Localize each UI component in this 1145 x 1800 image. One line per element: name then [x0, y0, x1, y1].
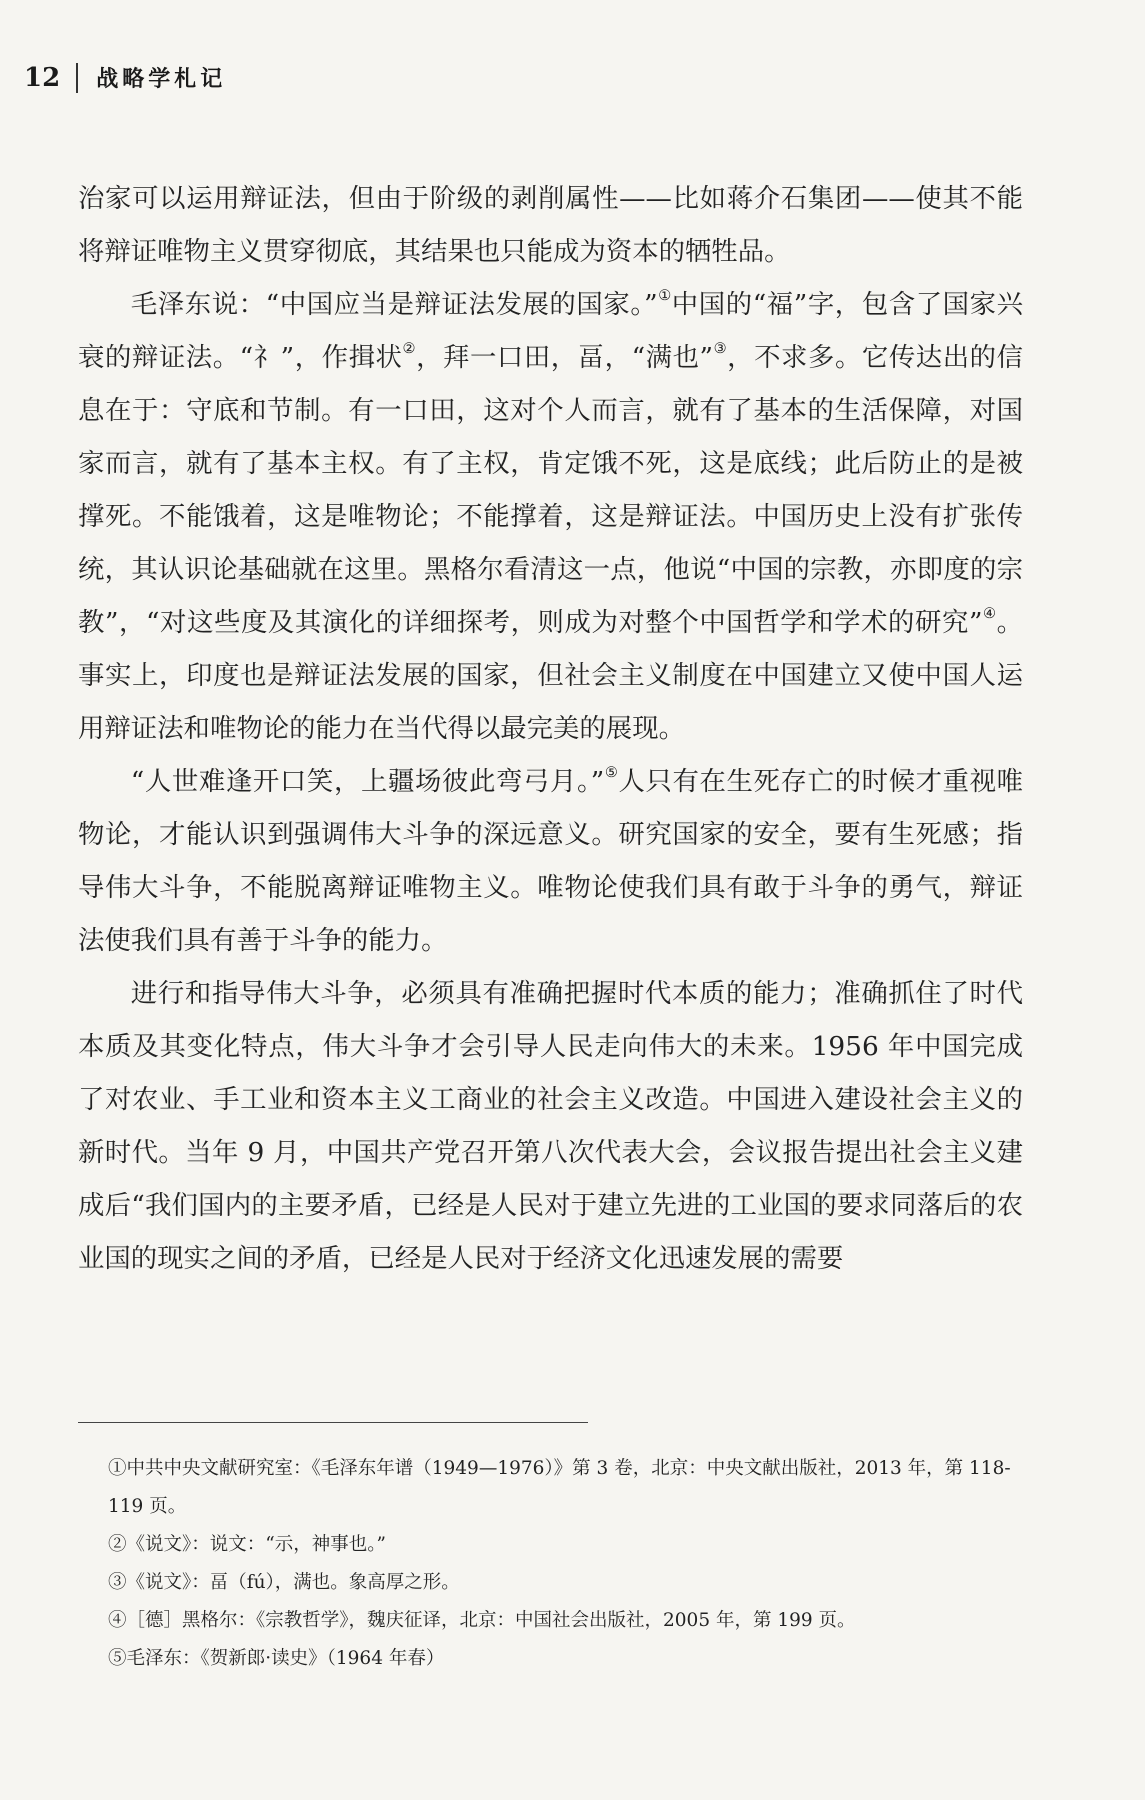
footnote-ref: ⑤ — [604, 764, 619, 781]
paragraph-text: 人只有在生死存亡的时候才重视唯物论，才能认识到强调伟大斗争的深远意义。研究国家的安全，要有生死感；指导伟大斗争，不能脱离辩证唯物主义。唯物论使我们具有敢于斗争的勇气，辩证法使我们具有善于斗争的能力。 — [78, 766, 1023, 956]
footnote-divider — [78, 1422, 588, 1423]
running-header — [24, 62, 226, 93]
book-title: 战略学札记 — [96, 67, 227, 92]
paragraph — [78, 967, 1023, 1285]
footnote-ref: ④ — [982, 605, 997, 622]
footnote-5: ⑤毛泽东：《贺新郎·读史》（1964 年春） — [108, 1648, 445, 1669]
paragraph — [78, 755, 1023, 967]
body-text — [78, 172, 1023, 1285]
footnotes — [108, 1450, 1023, 1678]
footnote-3: ③《说文》：畐（fú），满也。象高厚之形。 — [108, 1572, 460, 1593]
footnote-1: ①中共中央文献研究室：《毛泽东年谱（1949—1976）》第 3 卷，北京：中央文献出版社，2013 年，第 118-119 页。 — [108, 1458, 1011, 1517]
paragraph-text: 进行和指导伟大斗争，必须具有准确把握时代本质的能力；准确抓住了时代本质及其变化特点，伟大斗争才会引导人民走向伟大的未来。1956 年中国完成了对农业、手工业和资本主义工商业的社会主义改造。中国进入建设社会主义的新时代。当年 9 月，中国共产党召开第八次代表大会，会议报告提出社会主义建成后“我们国内的主要矛盾，已经是人民对于建立先进的工业国的要求同落后的农业国的现实之间的矛盾，已经是人民对于经济文化迅速发展的需要 — [78, 978, 1023, 1274]
footnote-ref: ① — [657, 287, 672, 304]
footnote-4: ④［德］黑格尔：《宗教哲学》，魏庆征译，北京：中国社会出版社，2005 年，第 199 页。 — [108, 1610, 856, 1631]
paragraph-text: “人世难逢开口笑，上疆场彼此弯弓月。” — [130, 766, 605, 797]
page-number: 12 — [24, 62, 61, 93]
footnote-2: ②《说文》：说文：“示，神事也。” — [108, 1534, 386, 1555]
paragraph-text: 。事实上，印度也是辩证法发展的国家，但社会主义制度在中国建立又使中国人运用辩证法和唯物论的能力在当代得以最完美的展现。 — [78, 607, 1023, 744]
footnote-ref: ③ — [713, 340, 728, 357]
paragraph-text: ，不求多。它传达出的信息在于：守底和节制。有一口田，这对个人而言，就有了基本的生活保障，对国家而言，就有了基本主权。有了主权，肯定饿不死，这是底线；此后防止的是被撑死。不能饿着，这是唯物论；不能撑着，这是辩证法。中国历史上没有扩张传统，其认识论基础就在这里。黑格尔看清这一点，他说“中国的宗教，亦即度的宗教”，“对这些度及其演化的详细探考，则成为对整个中国哲学和学术的研究” — [78, 342, 1024, 638]
footnote-ref: ② — [402, 340, 417, 357]
paragraph — [78, 172, 1023, 278]
paragraph-text: 毛泽东说：“中国应当是辩证法发展的国家。” — [130, 289, 658, 320]
header-divider — [76, 63, 78, 93]
paragraph-text: 中国的“福”字，包含了国家兴衰的辩证法。“礻”，作揖状 — [78, 289, 1024, 373]
paragraph — [78, 278, 1023, 755]
paragraph-text: ，拜一口田，畐，“满也” — [416, 342, 714, 373]
paragraph-text: 治家可以运用辩证法，但由于阶级的剥削属性——比如蒋介石集团——使其不能将辩证唯物主义贯穿彻底，其结果也只能成为资本的牺牲品。 — [78, 183, 1023, 267]
